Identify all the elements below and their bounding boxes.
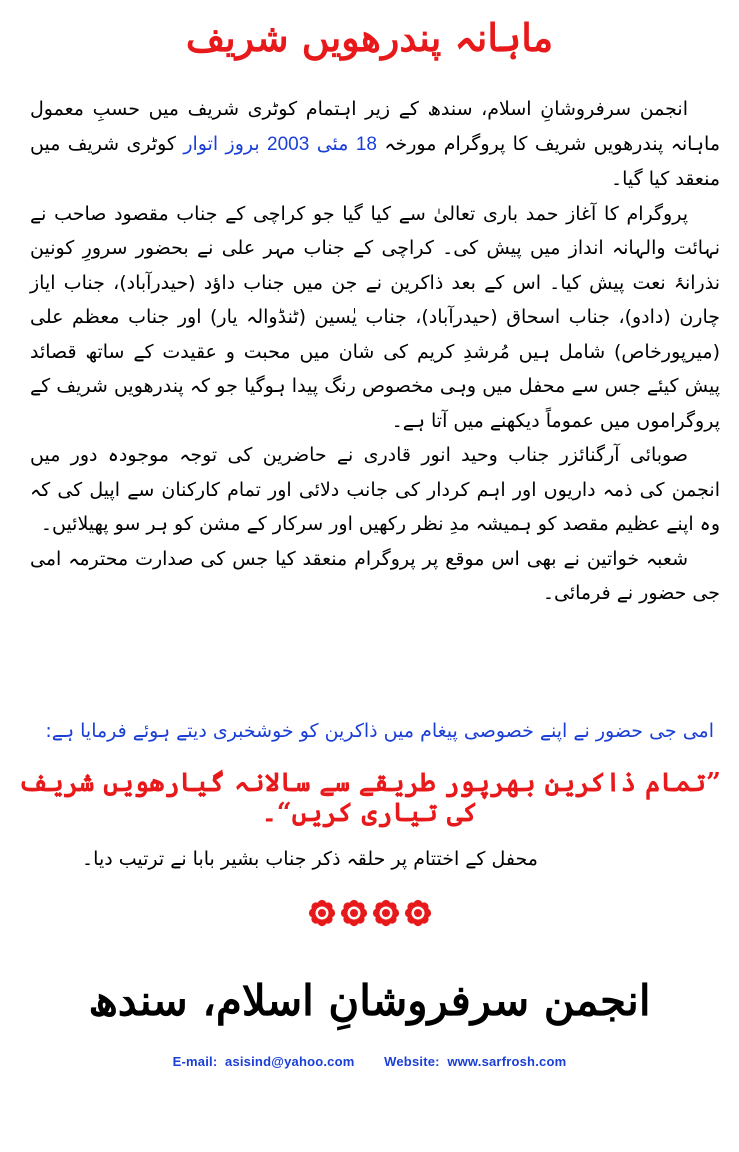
paragraph-program: پروگرام کا آغاز حمد باری تعالیٰ سے کیا گیا جو کراچی کے جناب مقصود صاحب نے نہائت والہانہ انداز میں پیش کی۔ کراچی کے جناب مہر علی نے بحضور سرورِ کونین نذرانۂ نعت پیش کیا۔ اس کے بعد ذاکرین نے جن میں جناب داؤد (حیدرآباد)، جناب ایاز چارن (دادو)، جناب اسحاق (حیدرآباد)، جناب یٰسین (ٹنڈوالہ یار) اور جناب معظم علی (میرپورخاص) شامل ہیں مُرشدِ کریم کی شان میں محبت و عقیدت کے ساتھ قصائد پیش کیئے جس سے محفل میں وہی مخصوص رنگ پیدا ہوگیا جو کہ پندرھویں شریف کے پروگراموں میں عموماً دیکھنے میں آتا ہے۔	[30, 202, 720, 432]
paragraph-women-wing: شعبہ خواتین نے بھی اس موقع پر پروگرام منعقد کیا جس کی صدارت محترمہ امی جی حضور نے فرمائی۔	[30, 547, 720, 604]
contact-footer	[0, 1054, 739, 1069]
paragraph-intro	[30, 92, 720, 197]
date-day: 18	[355, 133, 377, 155]
highlight-quote: ”تمام ذاکرین بھرپور طریقے سے سالانہ گیارھویں شریف کی تیاری کریں“۔	[18, 768, 721, 828]
date-weekday: بروز اتوار	[183, 132, 260, 155]
message-intro-line: امی جی حضور نے اپنے خصوصی پیغام میں ذاکرین کو خوشخبری دیتے ہوئے فرمایا ہے:	[45, 720, 714, 742]
flower-ornament-icon	[339, 898, 369, 928]
email-label: E-mail:	[172, 1054, 218, 1069]
website-label: Website:	[384, 1054, 440, 1069]
closing-line: محفل کے اختتام پر حلقہ ذکر جناب بشیر بابا نے ترتیب دیا۔	[82, 848, 538, 870]
article-body	[30, 92, 720, 611]
date-month: مئی	[316, 132, 349, 155]
page-title: ماہانہ پندرھویں شریف	[185, 15, 554, 60]
website-link[interactable]: www.sarfrosh.com	[447, 1054, 567, 1069]
paragraph-organizer: صوبائی آرگنائزر جناب وحید انور قادری نے حاضرین کی توجہ موجودہ دور میں انجمن کی ذمہ داریوں اور اہم کردار کی جانب دلائی اور تمام کارکنان سے اپیل کی کہ وہ اپنے عظیم مقصد کو ہمیشہ مدِ نظر رکھیں اور سرکار کے مشن کو ہر سو پھیلائیں۔	[30, 444, 720, 535]
flower-ornament-icon	[403, 898, 433, 928]
intro-text-after-date: کوٹری شریف میں منعقد کیا گیا۔	[30, 132, 720, 190]
flower-ornament-icon	[371, 898, 401, 928]
flower-ornament-icon	[307, 898, 337, 928]
intro-text-before-date: انجمن سرفروشانِ اسلام، سندھ کے زیر اہتمام کوٹری شریف میں حسبِ معمول ماہانہ پندرھویں شریف کا پروگرام مورخہ	[30, 98, 720, 155]
email-link[interactable]: asisind@yahoo.com	[225, 1054, 355, 1069]
ornament-divider	[0, 898, 739, 932]
date-year: 2003	[267, 133, 310, 155]
organization-name: انجمن سرفروشانِ اسلام، سندھ	[88, 976, 651, 1025]
